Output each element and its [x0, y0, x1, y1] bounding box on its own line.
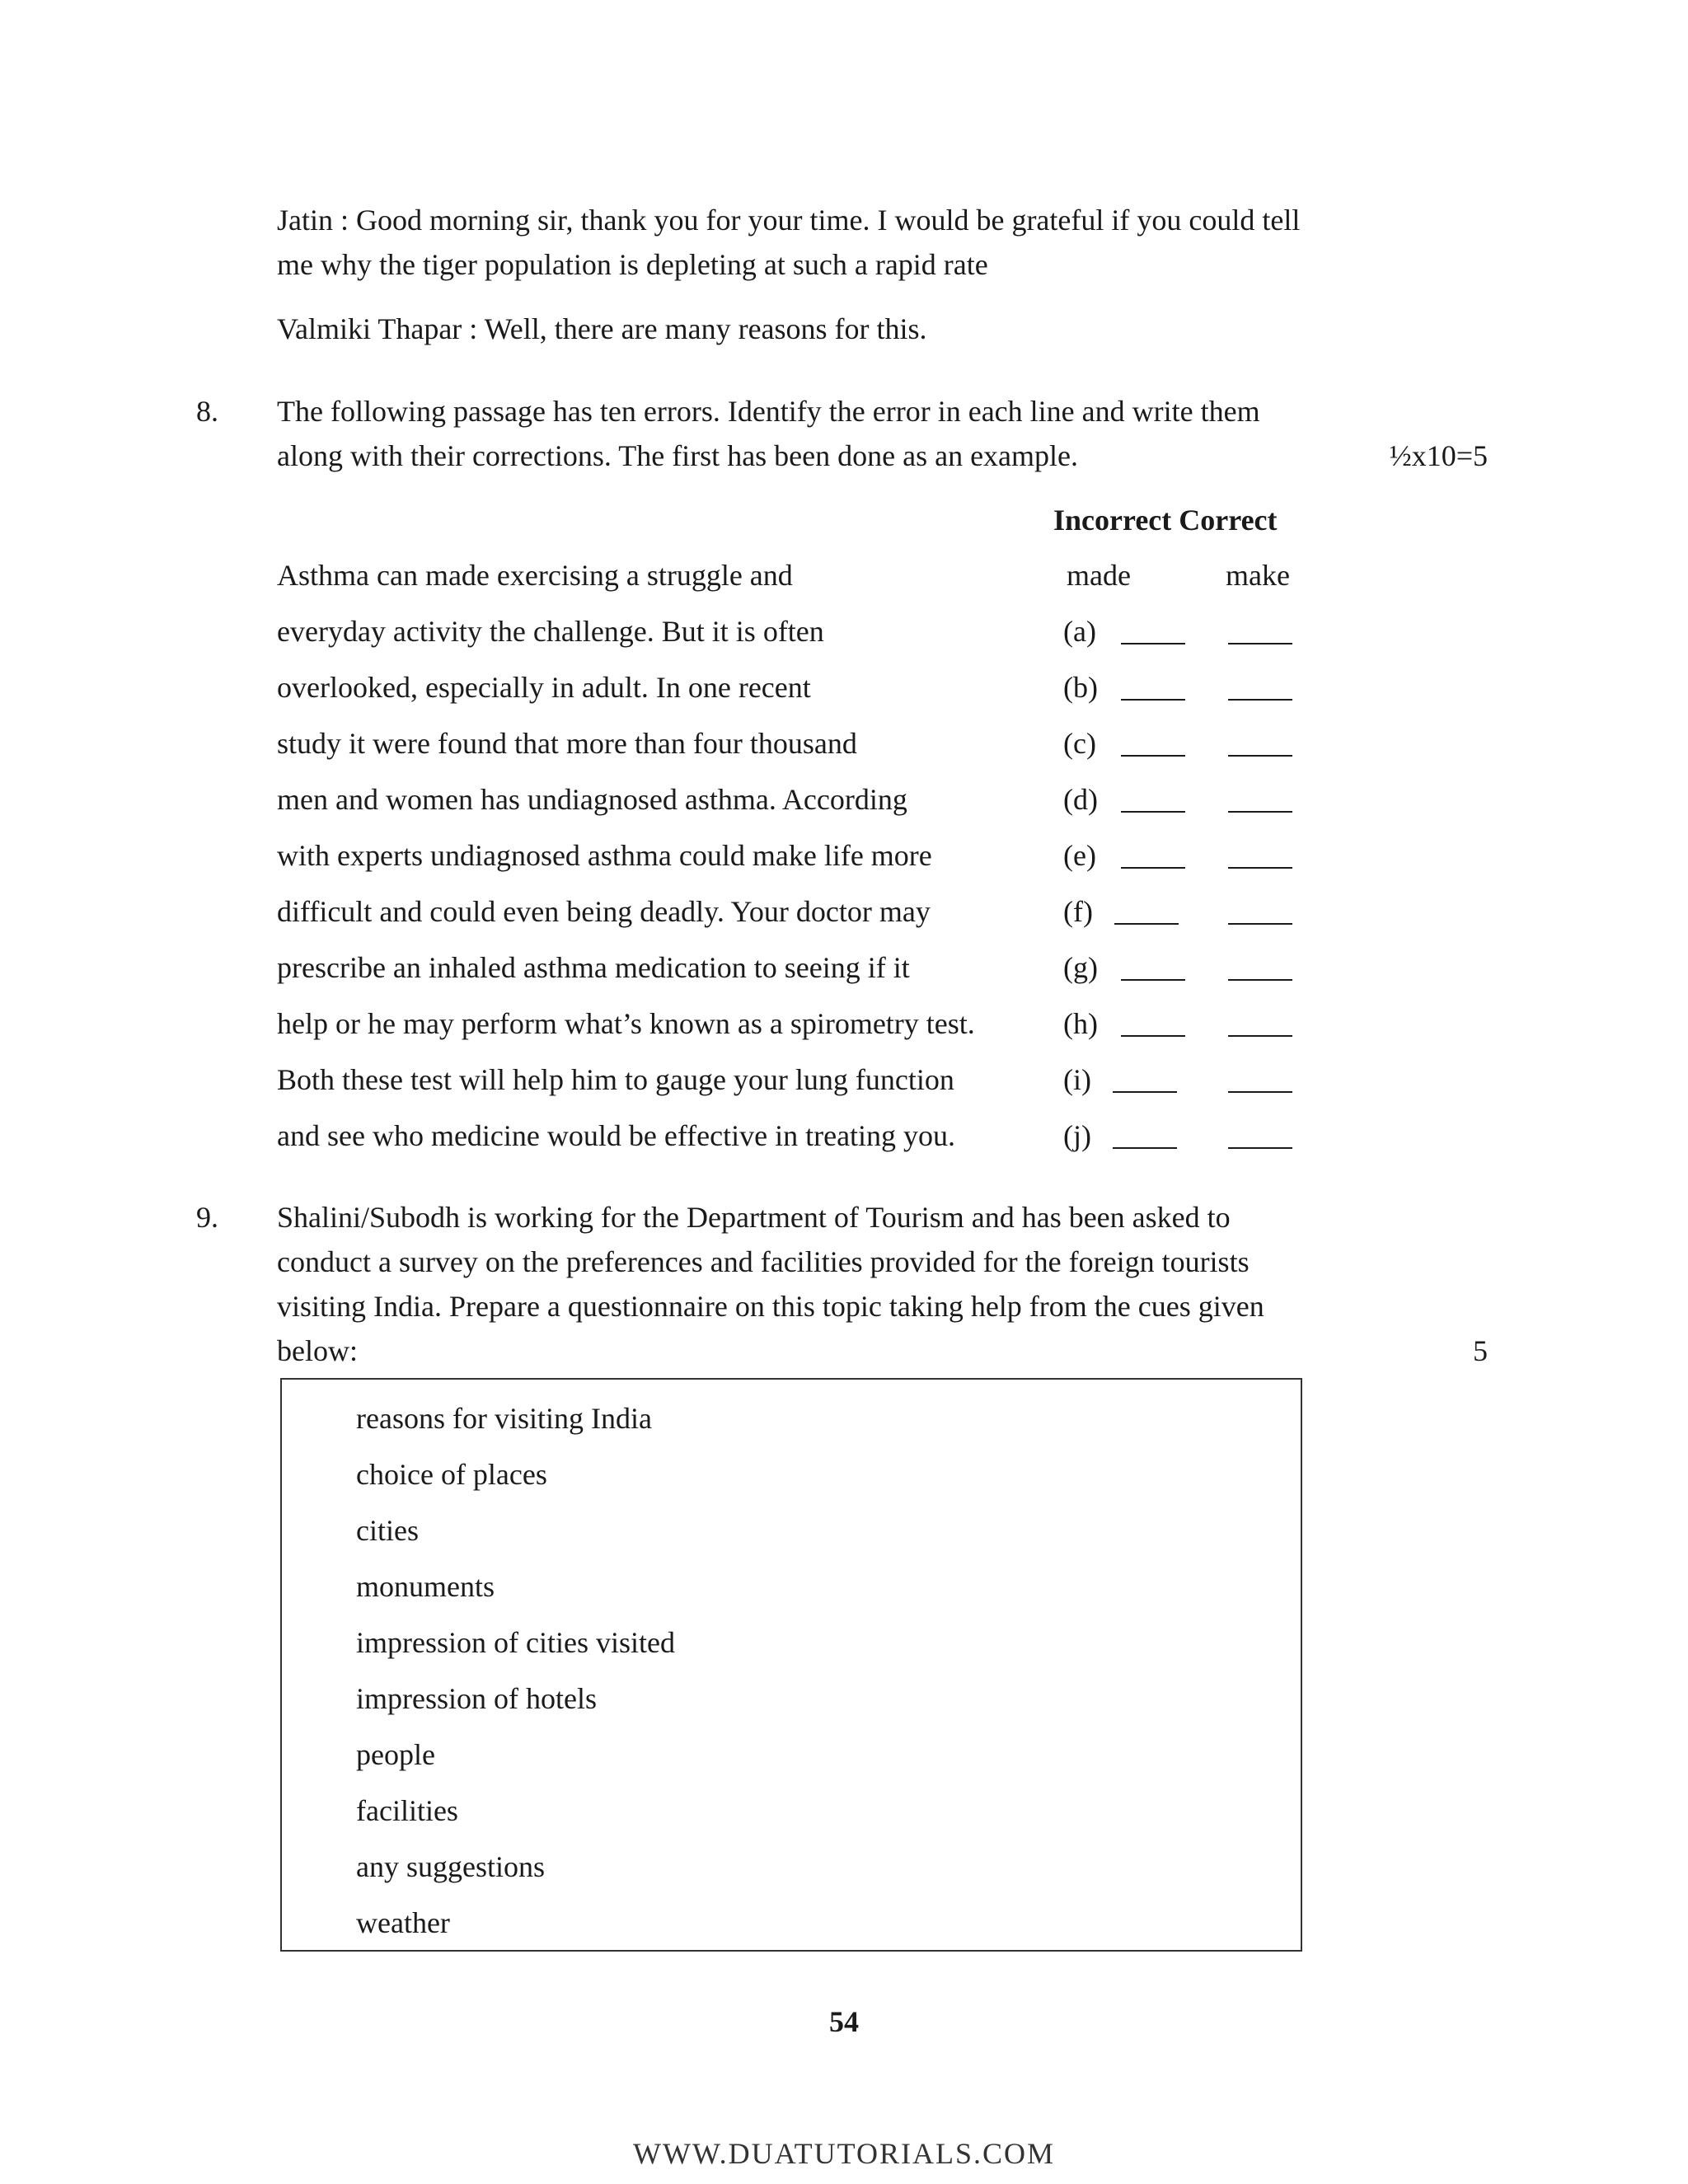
q8-row-line: everyday activity the challenge. But it is often — [277, 615, 824, 648]
q8-row-label: (e) — [1063, 839, 1096, 872]
q9-marks: 5 — [1473, 1334, 1488, 1367]
q8-row — [0, 831, 1688, 880]
q8-row-label: (f) — [1063, 895, 1093, 928]
q8-row — [0, 775, 1688, 824]
q8-row-line: overlooked, especially in adult. In one recent — [277, 671, 811, 704]
incorrect-answer-blank[interactable] — [1121, 979, 1185, 981]
q8-row-label: (a) — [1063, 615, 1096, 648]
q8-row — [0, 607, 1688, 656]
q8-row-line: study it were found that more than four thousand — [277, 727, 857, 760]
correct-answer-blank[interactable] — [1228, 699, 1292, 701]
q8-example-correct: make — [1226, 559, 1290, 592]
q8-row — [0, 887, 1688, 936]
incorrect-answer-blank[interactable] — [1113, 1091, 1177, 1093]
correct-answer-blank[interactable] — [1228, 1147, 1292, 1149]
cue-item: people — [356, 1738, 435, 1771]
correct-answer-blank[interactable] — [1228, 755, 1292, 757]
q9-number: 9. — [196, 1201, 218, 1234]
q8-row-label: (d) — [1063, 783, 1098, 816]
dialogue-line-2: me why the tiger population is depleting at such a rapid rate — [277, 248, 988, 281]
q8-row-line: men and women has undiagnosed asthma. According — [277, 783, 907, 816]
correct-answer-blank[interactable] — [1228, 867, 1292, 869]
cue-item: impression of cities visited — [356, 1626, 675, 1659]
cue-item: impression of hotels — [356, 1682, 597, 1715]
q8-row-line: with experts undiagnosed asthma could make life more — [277, 839, 932, 872]
cue-item: cities — [356, 1514, 419, 1547]
q8-example-line: Asthma can made exercising a struggle and — [277, 559, 793, 592]
q9-text-line-1: Shalini/Subodh is working for the Department of Tourism and has been asked to — [277, 1201, 1231, 1234]
q8-row — [0, 999, 1688, 1048]
q8-row-line: difficult and could even being deadly. Your doctor may — [277, 895, 931, 928]
incorrect-answer-blank[interactable] — [1113, 1147, 1177, 1149]
cue-item: reasons for visiting India — [356, 1402, 652, 1435]
q8-number: 8. — [196, 395, 218, 428]
correct-answer-blank[interactable] — [1228, 811, 1292, 813]
q8-row — [0, 943, 1688, 992]
correct-answer-blank[interactable] — [1228, 923, 1292, 925]
cue-item: any suggestions — [356, 1850, 545, 1883]
incorrect-answer-blank[interactable] — [1121, 699, 1185, 701]
q8-row-line: prescribe an inhaled asthma medication to seeing if it — [277, 951, 910, 984]
incorrect-answer-blank[interactable] — [1121, 755, 1185, 757]
q8-marks: ½x10=5 — [1389, 439, 1488, 472]
q8-row-label: (h) — [1063, 1007, 1098, 1040]
q8-row-label: (b) — [1063, 671, 1098, 704]
dialogue-line-3: Valmiki Thapar : Well, there are many reasons for this. — [277, 312, 927, 345]
q9-text-line-2: conduct a survey on the preferences and facilities provided for the foreign tourists — [277, 1245, 1250, 1278]
incorrect-answer-blank[interactable] — [1121, 867, 1185, 869]
q8-row-label: (j) — [1063, 1119, 1091, 1152]
correct-answer-blank[interactable] — [1228, 1035, 1292, 1037]
q8-row — [0, 1111, 1688, 1160]
q8-row-label: (c) — [1063, 727, 1096, 760]
correct-answer-blank[interactable] — [1228, 1091, 1292, 1093]
q8-row — [0, 1055, 1688, 1104]
q8-row-label: (i) — [1063, 1063, 1091, 1096]
cue-item: monuments — [356, 1570, 495, 1603]
incorrect-answer-blank[interactable] — [1121, 1035, 1185, 1037]
q8-row-label: (g) — [1063, 951, 1098, 984]
cue-item: facilities — [356, 1794, 458, 1827]
correct-answer-blank[interactable] — [1228, 979, 1292, 981]
q8-example-incorrect: made — [1067, 559, 1131, 592]
cues-box — [280, 1378, 1302, 1952]
q8-text-line-2: along with their corrections. The first has been done as an example. — [277, 439, 1079, 472]
page-number: 54 — [829, 2005, 859, 2038]
incorrect-answer-blank[interactable] — [1121, 811, 1185, 813]
cue-item: weather — [356, 1906, 450, 1939]
q8-row — [0, 663, 1688, 712]
footer-url[interactable]: WWW.DUATUTORIALS.COM — [633, 2137, 1055, 2170]
correct-answer-blank[interactable] — [1228, 643, 1292, 644]
q8-row-line: and see who medicine would be effective in treating you. — [277, 1119, 956, 1152]
dialogue-line-1: Jatin : Good morning sir, thank you for your time. I would be grateful if you could tell — [277, 204, 1301, 237]
q8-row — [0, 719, 1688, 768]
q8-text-line-1: The following passage has ten errors. Identify the error in each line and write them — [277, 395, 1260, 428]
q9-text-line-4: below: — [277, 1334, 358, 1367]
incorrect-answer-blank[interactable] — [1121, 643, 1185, 644]
q8-row-line: Both these test will help him to gauge your lung function — [277, 1063, 954, 1096]
q8-example-row — [0, 551, 1688, 600]
incorrect-answer-blank[interactable] — [1114, 923, 1179, 925]
q8-column-header: Incorrect Correct — [1053, 504, 1278, 537]
q8-row-line: help or he may perform what’s known as a spirometry test. — [277, 1007, 975, 1040]
cue-item: choice of places — [356, 1458, 547, 1491]
q9-text-line-3: visiting India. Prepare a questionnaire on this topic taking help from the cues given — [277, 1290, 1264, 1323]
